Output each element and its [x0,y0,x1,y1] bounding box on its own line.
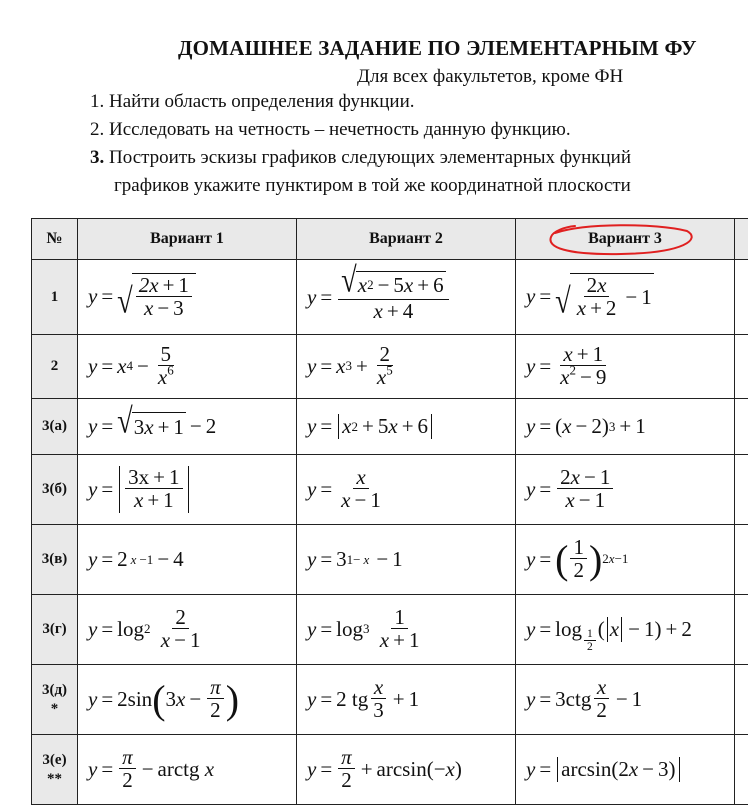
row-number: 3(в) [32,525,78,595]
header-variant-3: Вариант 3 [516,219,735,260]
formula-cell: y = 2 x −1 − 4 [78,525,297,595]
table-row [32,525,748,595]
formula-cell: y = arcsin ( 2 x − 3 ) [516,735,735,805]
row-number: 3(д) * [32,665,78,735]
formula-cell: y = x 2 + 5 x + 6 [297,399,516,455]
assignment-table [31,218,748,805]
header-variant-2: Вариант 2 [297,219,516,260]
row-number: 1 [32,260,78,335]
task-3-continued: графиков укажите пунктиром в той же координатной плоскости [114,175,631,197]
row-number: 3(а) [32,399,78,455]
formula-cell: y = $\frac{x + 1}{x^2 - 9}$ [516,335,735,399]
header-cut-off [735,219,748,260]
formula-cell: y = ( 1 2 ) 2x−1 [516,525,735,595]
formula-cell: y = $\frac{2x - 1}{x - 1}$ [516,455,735,525]
table-row [32,260,748,335]
formula-cell: y = ( x − 2 ) 3 + 1 [516,399,735,455]
task-1: 1. Найти область определения функции. [90,91,414,113]
table-row [32,335,748,399]
formula-cell: y = $\frac{\pi}{2}$ − arctg x [78,735,297,805]
row-number: 3(е) ** [32,735,78,805]
formula-cell: y = 2 tg x 3 + 1 [297,665,516,735]
red-circle-annotation [545,221,697,257]
formula-cell: y = $\frac{x}{x - 1}$ [297,455,516,525]
table-row [32,455,748,525]
row-number: 3(б) [32,455,78,525]
row-number: 2 [32,335,78,399]
task-2: 2. Исследовать на четность – нечетность данную функцию. [90,119,571,141]
document-title: ДОМАШНЕЕ ЗАДАНИЕ ПО ЭЛЕМЕНТАРНЫМ ФУ [178,36,697,61]
formula-cell: y = x 4 − $\frac{5}{x^6}$ [78,335,297,399]
formula-cell: y = log 3 1 x + 1 [297,595,516,665]
table-row [32,665,748,735]
formula-cell: y = $\frac{\pi}{2}$ + arcsin ( − x ) [297,735,516,805]
table-row [32,735,748,805]
document-subtitle: Для всех факультетов, кроме ФН [357,66,623,88]
task-3: 3. Построить эскизы графиков следующих элементарных функций [90,147,631,169]
formula-cell: y = 3x + 1 x + 1 [78,455,297,525]
formula-cell: y = log 1 2 ( x − 1 ) + 2 [516,595,735,665]
formula-cell: y = log 2 2 x − 1 [78,595,297,665]
header-number: № [32,219,78,260]
formula-cell: y = √ 2x + 1 x − 3 [78,260,297,335]
header-variant-1: Вариант 1 [78,219,297,260]
table-row [32,399,748,455]
table-row [32,595,748,665]
formula-cell: y = 3ctg x 2 − 1 [516,665,735,735]
formula-cell: y = √ 2x x + 2 − 1 [516,260,735,335]
row-number: 3(г) [32,595,78,665]
formula-cell: y = √ 3 x + 1 − 2 [78,399,297,455]
formula-cell: y = x 3 + $\frac{2}{x^5}$ [297,335,516,399]
formula-cell: y = √ x 2 − 5 x + 6 x + 4 [297,260,516,335]
formula-cell: y = 2sin ( 3 x − $\frac{\pi}{2}$ ) [78,665,297,735]
formula-cell: y = 3 1− x − 1 [297,525,516,595]
